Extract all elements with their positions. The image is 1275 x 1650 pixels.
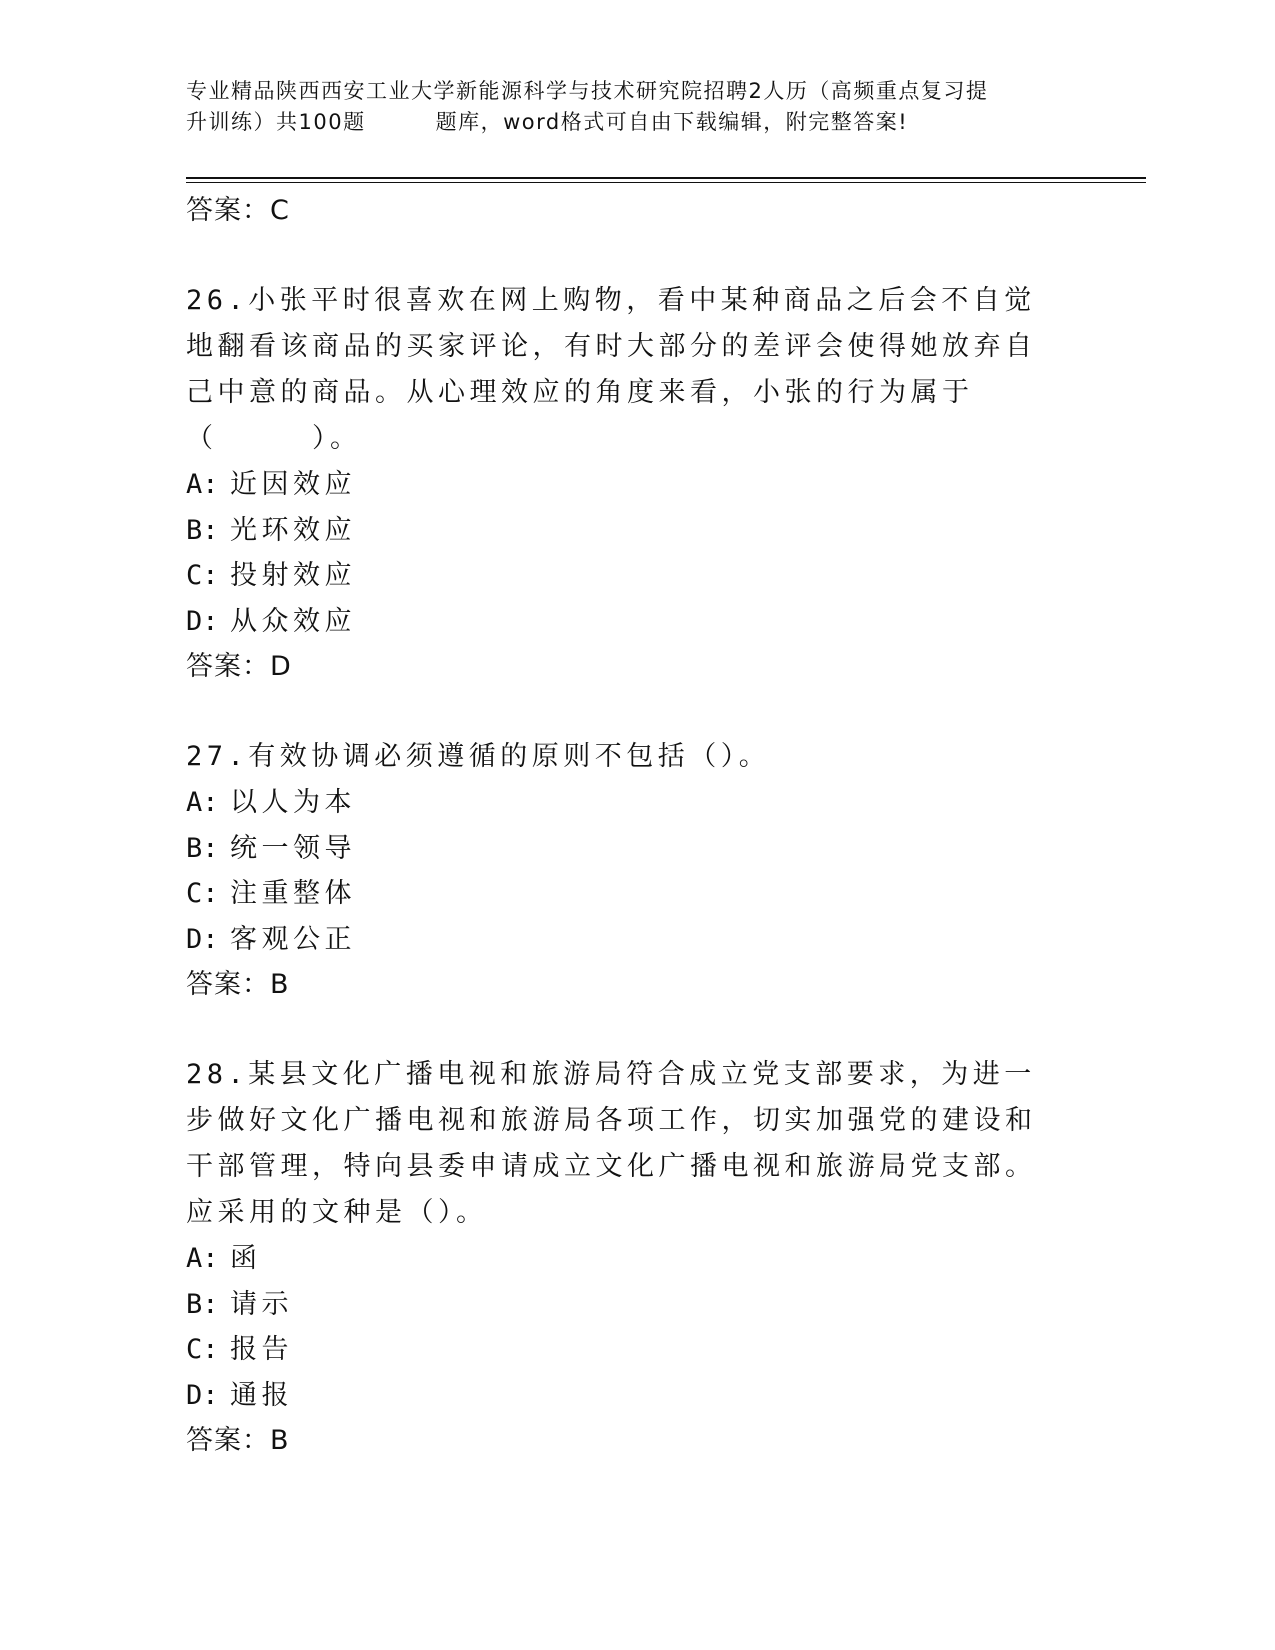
header-line-1: 专业精品陕西西安工业大学新能源科学与技术研究院招聘2人历（高频重点复习提 — [186, 79, 989, 103]
question-28 — [186, 1052, 1086, 1464]
option-label: A: — [186, 787, 219, 818]
option-text: 请示 — [230, 1288, 293, 1320]
option-text: 客观公正 — [230, 923, 356, 955]
question-26 — [186, 278, 1086, 690]
option-label: D: — [186, 923, 219, 955]
option-text: 通报 — [230, 1379, 293, 1411]
option-text: 注重整体 — [230, 878, 356, 909]
option-c — [186, 871, 1086, 917]
option-label: B: — [186, 514, 219, 546]
header-divider-thick — [186, 177, 1146, 179]
option-text: 函 — [230, 1243, 262, 1274]
header-line-2-part-1: 升训练）共100题 — [186, 110, 366, 134]
question-text: 27.有效协调必须遵循的原则不包括（）。 — [186, 741, 771, 772]
answer: 答案：B — [186, 969, 290, 1000]
option-label: D: — [186, 1379, 219, 1411]
answer: 答案：B — [186, 1425, 290, 1456]
option-a — [186, 1236, 1086, 1282]
option-a — [186, 780, 1086, 826]
option-c — [186, 1327, 1086, 1373]
option-label: A: — [186, 469, 219, 500]
option-label: A: — [186, 1243, 219, 1274]
option-label: D: — [186, 605, 219, 637]
option-d — [186, 917, 1086, 963]
header-divider-thin — [186, 182, 1146, 183]
answer: 答案：D — [186, 651, 292, 682]
option-b — [186, 1282, 1086, 1328]
question-text: 26.小张平时很喜欢在网上购物，看中某种商品之后会不自觉地翻看该商品的买家评论，有时大部分的差评会使得她放弃自己中意的商品。从心理效应的角度来看，小张的行为属于（ ）。 — [186, 285, 1037, 454]
option-text: 以人为本 — [230, 787, 356, 818]
option-text: 近因效应 — [230, 469, 356, 500]
option-c — [186, 553, 1086, 599]
option-text: 统一领导 — [230, 832, 356, 864]
page-header — [186, 76, 1086, 138]
option-label: C: — [186, 560, 219, 591]
question-list — [186, 188, 1086, 1464]
option-label: C: — [186, 1334, 219, 1365]
header-line-2 — [186, 107, 1086, 138]
question-text: 28.某县文化广播电视和旅游局符合成立党支部要求，为进一步做好文化广播电视和旅游局各项工作，切实加强党的建设和干部管理，特向县委申请成立文化广播电视和旅游局党支部。应采用的文种是（）。 — [186, 1059, 1037, 1228]
option-d — [186, 599, 1086, 645]
option-text: 光环效应 — [230, 514, 356, 546]
option-d — [186, 1373, 1086, 1419]
option-b — [186, 826, 1086, 872]
option-text: 报告 — [230, 1334, 293, 1365]
option-b — [186, 508, 1086, 554]
previous-answer: 答案：C — [186, 195, 290, 226]
option-label: B: — [186, 1288, 219, 1320]
option-text: 从众效应 — [230, 605, 356, 637]
option-a — [186, 462, 1086, 508]
question-27 — [186, 734, 1086, 1008]
option-label: C: — [186, 878, 219, 909]
option-label: B: — [186, 832, 219, 864]
header-line-2-part-2: 题库，word格式可自由下载编辑，附完整答案! — [435, 110, 909, 134]
option-text: 投射效应 — [230, 560, 356, 591]
